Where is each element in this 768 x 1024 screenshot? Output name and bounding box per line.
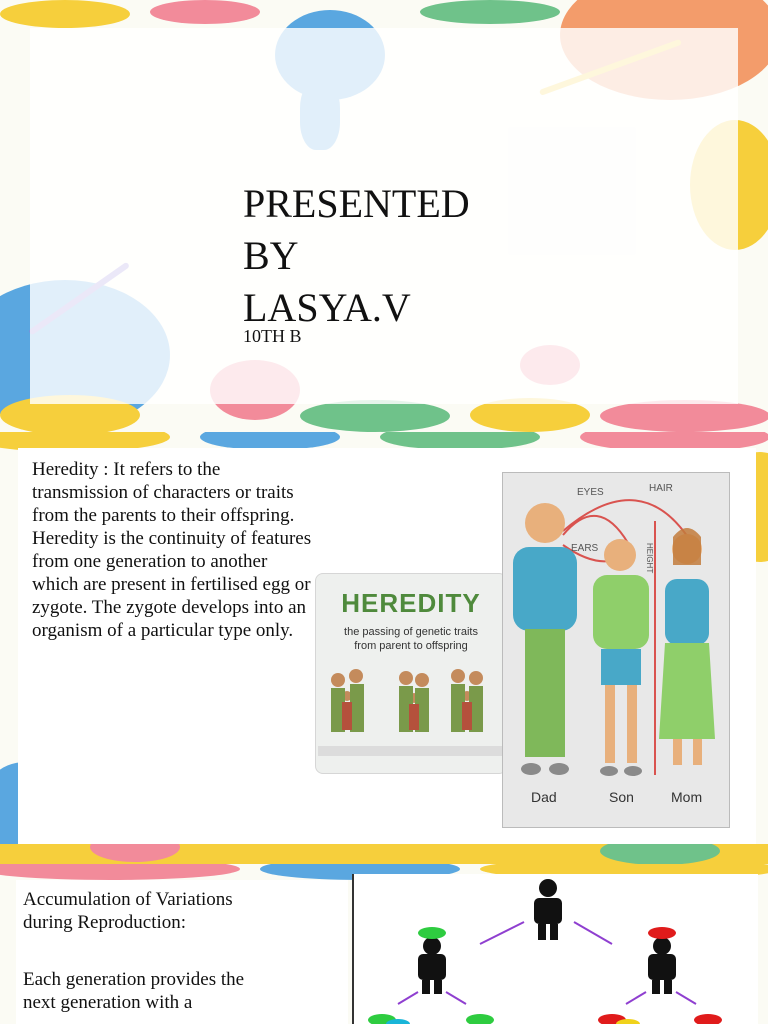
generation-tree-illustration	[354, 874, 758, 1024]
heredity-poster-image	[315, 573, 507, 774]
family-traits-image	[502, 472, 730, 828]
title-line-presented: PRESENTED	[243, 181, 470, 226]
variations-heading-line2: during Reproduction:	[23, 912, 187, 933]
label-dad: Dad	[531, 789, 557, 805]
poster-caption-1: the passing of genetic traits	[344, 626, 478, 638]
variations-heading	[23, 888, 343, 934]
title-line-name: LASYA.V	[243, 285, 411, 330]
poster-families-illustration	[316, 660, 506, 770]
trait-label-height: HEIGHT	[645, 543, 654, 574]
generation-tree-image	[352, 874, 758, 1024]
poster-caption-2: from parent to offspring	[354, 640, 468, 652]
poster-heading: HEREDITY	[341, 588, 481, 618]
variations-body	[23, 968, 343, 1014]
class-subtitle: 10TH B	[243, 326, 302, 346]
title-line-by: BY	[243, 233, 299, 278]
slide-title	[0, 0, 768, 432]
variations-body-line2: next generation with a	[23, 992, 193, 1013]
slide-variations	[0, 864, 768, 1024]
family-traits-illustration	[503, 473, 729, 827]
slide-heredity	[0, 432, 768, 864]
heredity-definition: Heredity : It refers to the transmission of characters or traits from the parents to their offspring. Heredity is the continuity of features from one generation to another which are present in fertilised egg or zygote. The zygote develops into an organism of a particular type only.	[32, 459, 312, 641]
label-son: Son	[609, 789, 634, 805]
label-mom: Mom	[671, 789, 703, 805]
dad-head	[525, 503, 565, 543]
son-head	[604, 539, 636, 571]
presenter-title	[243, 178, 470, 334]
trait-label-eyes: EYES	[577, 487, 604, 498]
variations-heading-line1: Accumulation of Variations	[23, 889, 233, 910]
trait-label-ears: EARS	[571, 543, 599, 554]
variations-body-line1: Each generation provides the	[23, 969, 245, 990]
trait-label-hair: HAIR	[649, 483, 673, 494]
